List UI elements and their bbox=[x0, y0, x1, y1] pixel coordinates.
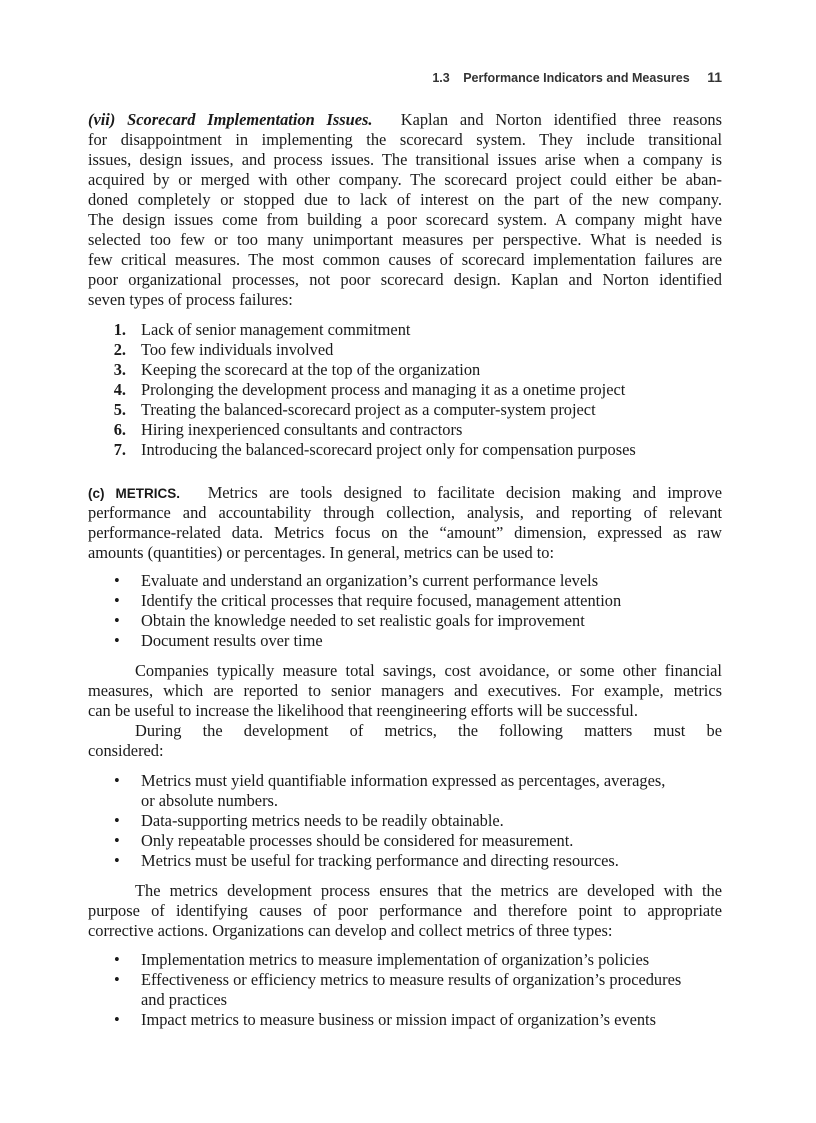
text-line: Companies typically measure total savings, cost avoidance, or some other financial bbox=[135, 661, 722, 680]
bullet-marker: • bbox=[114, 771, 120, 790]
item-number: 3. bbox=[113, 360, 126, 379]
text-line: Keeping the scorecard at the top of the organization bbox=[141, 360, 481, 379]
list-item bbox=[88, 811, 722, 831]
list-item bbox=[88, 950, 722, 970]
text-line: performance-related data. Metrics focus on the “amount” dimension, expressed as raw bbox=[88, 523, 722, 542]
text-line: Implementation metrics to measure implementation of organization’s policies bbox=[141, 950, 650, 969]
list-item bbox=[88, 340, 722, 360]
text-line: Metrics must yield quantifiable information expressed as percentages, averages, bbox=[141, 771, 666, 790]
bullet-marker: • bbox=[114, 831, 120, 850]
bullet-list bbox=[88, 571, 722, 651]
item-number: 4. bbox=[113, 380, 126, 399]
list-item bbox=[88, 611, 722, 631]
item-number: 6. bbox=[113, 420, 126, 439]
section-number: 1.3 bbox=[432, 71, 450, 85]
text-line: Hiring inexperienced consultants and contractors bbox=[141, 420, 463, 439]
item-number: 5. bbox=[113, 400, 126, 419]
text-line: measures, which are reported to senior managers and executives. For example, metrics bbox=[88, 681, 722, 700]
item-number: 1. bbox=[113, 320, 126, 339]
text-line: The metrics development process ensures that the metrics are developed with the bbox=[135, 881, 722, 900]
list-item bbox=[88, 591, 722, 611]
text-line: Prolonging the development process and managing it as a onetime project bbox=[141, 380, 626, 399]
text-line: issues, design issues, and process issues. The transitional issues arise when a company is bbox=[88, 150, 722, 169]
text-line: Metrics must be useful for tracking performance and directing resources. bbox=[141, 851, 619, 870]
text-line: or absolute numbers. bbox=[141, 791, 279, 810]
text-line: Lack of senior management commitment bbox=[141, 320, 411, 339]
bullet-marker: • bbox=[114, 811, 120, 830]
text-line: Treating the balanced-scorecard project as a computer-system project bbox=[141, 400, 596, 419]
bullet-marker: • bbox=[114, 970, 120, 989]
bullet-list bbox=[88, 771, 722, 871]
text-line: (c) METRICS. Metrics are tools designed to facilitate decision making and improve bbox=[88, 483, 722, 502]
list-item bbox=[88, 360, 722, 380]
list-item bbox=[88, 571, 722, 591]
section-title: Performance Indicators and Measures bbox=[463, 71, 690, 85]
paragraph bbox=[88, 483, 722, 563]
text-line: seven types of process failures: bbox=[88, 290, 293, 309]
text-line: During the development of metrics, the following matters must be bbox=[135, 721, 722, 740]
list-item bbox=[88, 380, 722, 400]
run-in-heading: (vii) Scorecard Implementation Issues. bbox=[88, 110, 373, 129]
text-line: (vii) Scorecard Implementation Issues. Kaplan and Norton identified three reasons bbox=[88, 110, 722, 129]
text-line: Only repeatable processes should be considered for measurement. bbox=[141, 831, 574, 850]
text-line: acquired by or merged with other company. The scorecard project could either be aban- bbox=[88, 170, 722, 189]
text-line: Data-supporting metrics needs to be readily obtainable. bbox=[141, 811, 504, 830]
text-line: corrective actions. Organizations can develop and collect metrics of three types: bbox=[88, 921, 613, 940]
text-line: and practices bbox=[141, 990, 228, 1009]
numbered-list bbox=[88, 320, 722, 460]
text-line: performance and accountability through collection, analysis, and reporting of relevant bbox=[88, 503, 722, 522]
text-line: selected too few or too many unimportant measures per perspective. What is needed is bbox=[88, 230, 722, 249]
text-line: Effectiveness or efficiency metrics to measure results of organization’s procedures bbox=[141, 970, 682, 989]
run-in-heading: (c) METRICS. bbox=[88, 486, 180, 501]
bullet-marker: • bbox=[114, 1010, 120, 1029]
text-line: Document results over time bbox=[141, 631, 323, 650]
text-line: for disappointment in implementing the scorecard system. They include transitional bbox=[88, 130, 722, 149]
text-line: Introducing the balanced-scorecard project only for compensation purposes bbox=[141, 440, 636, 459]
list-item bbox=[88, 771, 722, 811]
text-line: amounts (quantities) or percentages. In general, metrics can be used to: bbox=[88, 543, 555, 562]
paragraph bbox=[88, 881, 722, 941]
text-line: Impact metrics to measure business or mission impact of organization’s events bbox=[141, 1010, 656, 1029]
bullet-list bbox=[88, 950, 722, 1030]
list-item bbox=[88, 320, 722, 340]
bullet-marker: • bbox=[114, 851, 120, 870]
bullet-marker: • bbox=[114, 631, 120, 650]
text-line: considered: bbox=[88, 741, 164, 760]
bullet-marker: • bbox=[114, 950, 120, 969]
item-number: 2. bbox=[113, 340, 126, 359]
text-line: Identify the critical processes that require focused, management attention bbox=[141, 591, 622, 610]
bullet-marker: • bbox=[114, 591, 120, 610]
text-line: poor organizational processes, not poor scorecard design. Kaplan and Norton identified bbox=[88, 270, 722, 289]
text-line: Too few individuals involved bbox=[141, 340, 334, 359]
paragraph bbox=[88, 661, 722, 721]
list-item bbox=[88, 420, 722, 440]
bullet-marker: • bbox=[114, 571, 120, 590]
item-number: 7. bbox=[113, 440, 126, 459]
text-line: purpose of identifying causes of poor performance and therefore point to appropriate bbox=[88, 901, 722, 920]
list-item bbox=[88, 400, 722, 420]
text-line: can be useful to increase the likelihood that reengineering efforts will be successful. bbox=[88, 701, 638, 720]
text-line: The design issues come from building a poor scorecard system. A company might have bbox=[88, 210, 722, 229]
text-line: few critical measures. The most common causes of scorecard implementation failures are bbox=[88, 250, 722, 269]
list-item bbox=[88, 440, 722, 460]
paragraph bbox=[88, 110, 722, 310]
bullet-marker: • bbox=[114, 611, 120, 630]
paragraph bbox=[88, 721, 722, 761]
text-line: Obtain the knowledge needed to set realistic goals for improvement bbox=[141, 611, 585, 630]
list-item bbox=[88, 970, 722, 1010]
running-header bbox=[432, 69, 722, 85]
text-line: doned completely or stopped due to lack of interest on the part of the new company. bbox=[88, 190, 722, 209]
text-line: Evaluate and understand an organization’s current performance levels bbox=[141, 571, 599, 590]
list-item bbox=[88, 851, 722, 871]
list-item bbox=[88, 631, 722, 651]
list-item bbox=[88, 831, 722, 851]
page-number: 11 bbox=[707, 69, 722, 85]
list-item bbox=[88, 1010, 722, 1030]
